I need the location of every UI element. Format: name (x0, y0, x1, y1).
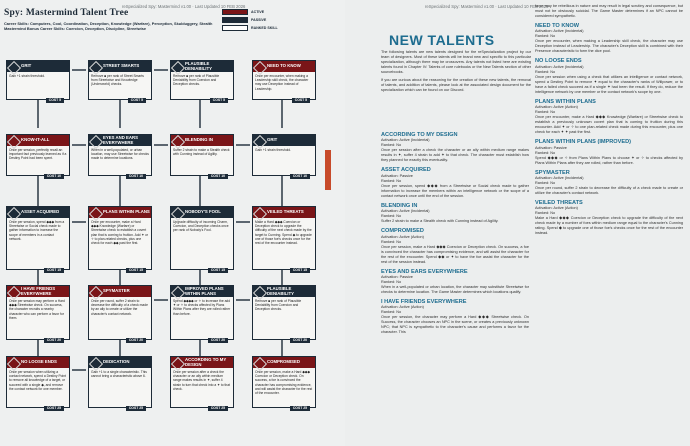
talent-card-text: Once per session, make a Hard ◆◆◆ Coercion or Deception check. On success, a foe is convinced the character has compromising evidence, and will assist the character for the rest of the encounter. (255, 370, 313, 396)
talent-name: BLENDING IN (381, 202, 418, 209)
talent-card (170, 356, 234, 411)
talent-name: PLANS WITHIN PLANS (IMPROVED) (535, 139, 632, 146)
talent-card (252, 356, 316, 411)
talent-card-text: Upgrade difficulty of incoming Charm, Coercion, and Deception checks once per rank of Nobody's Fool. (173, 220, 229, 233)
talent-card (252, 60, 316, 103)
talent-card-cost: COST 10 (290, 174, 310, 179)
talent-card-text: Gain +1 to a single characteristic. This cannot bring a characteristic above 6. (91, 370, 147, 379)
talent-card-header (89, 135, 151, 146)
intro-paragraph: The following talents are new talents designed for the reSpecialization project by our team of designers. Most of these talents will be brand new and specific to this particular specialization, although there may be crossovers. Any talents not listed here are existing talents found in Chapter IV: Talents of core rulebooks or the New Talents section of other sourcebooks. (381, 50, 531, 74)
talent-card-title: PLANS WITHIN PLANS (103, 209, 150, 215)
talent-activation: Activation: Active (Action) (381, 305, 424, 310)
talent-entry (381, 269, 529, 295)
talent-card-title: GRIT (267, 137, 278, 143)
talent-card-header (89, 286, 151, 297)
talent-card-title: NO LOOSE ENDS (21, 359, 57, 365)
talent-description: Once per encounter, make a Hard ◆◆◆ Knowledge (Warfare) or Streetwise check to establish a previously unknown covert plan that is coming to fruition during this encounter. Add ✦ or ✧ to one plan-related check made during this encounter, plus one check for each ✦ ✦ past the first. (535, 115, 683, 135)
talent-description: Suffer 2 strain to make a Stealth check with Cunning instead of Agility. (381, 219, 499, 224)
talent-card-title: DEDICATION (103, 359, 130, 365)
talent-card-header (253, 207, 315, 218)
career-skills-line: Career Skills: Computers, Cool, Coordination, Deception, Knowledge (Warfare), Perception, Skulduggery, Stealth (4, 21, 213, 26)
talent-card-header (7, 61, 69, 72)
talent-card-cost: COST 25 (44, 406, 64, 411)
talent-ranked: Ranked: No (535, 181, 556, 186)
talent-card-cost: COST 25 (290, 406, 310, 411)
talent-card-cost: COST 10 (44, 174, 64, 179)
talent-card-title: EYES AND EARS EVERYWHERE (103, 134, 138, 145)
talent-card-text: Remove ■ per rank of Plausible Deniability from Coercion and Deception checks. (173, 74, 220, 87)
talent-card-cost: COST 15 (290, 268, 310, 273)
talent-card (6, 134, 70, 179)
talent-card-text: Suffer 2 strain to make a Stealth check with Cunning instead of Agility. (173, 148, 230, 157)
talent-entry (381, 299, 529, 335)
talent-card (6, 60, 70, 103)
running-head: reSpecialized Spy: Mastermind v1.00 · Last Updated 10 FEB 2026 (425, 4, 549, 9)
talent-card-header (7, 357, 69, 368)
talent-card-header (253, 61, 315, 72)
talent-description: Spend ◆◆◆ or ✧ from Plans Within Plans to choose ✦ or ✧ to checks affected by Plans Within Plans after they are rolled, rather than before. (535, 155, 683, 165)
talent-name: EYES AND EARS EVERYWHERE (381, 268, 468, 275)
talent-ranked: Ranked: No (381, 310, 402, 315)
talent-ranked: Ranked: No (535, 34, 556, 39)
talent-ranked: Ranked: No (535, 69, 556, 74)
talent-card-header (171, 135, 233, 146)
talent-card-text: Once per session may perform a Hard ◆◆◆ Streetwise check. On success, the character recruits a nearby character who can perform a favor for them. (9, 299, 65, 320)
new-talents-page (345, 0, 690, 446)
section-heading: NEW TALENTS (389, 32, 495, 48)
talent-card-cost: COST 10 (208, 174, 228, 179)
talent-description: Once per session, make a Hard ◆◆◆ Coercion or Deception check. On success, a foe is convinced the character has compromising evidence, and will assist the character for the rest of the encounter. Spend ◆◆ or ✦ to have the foe assist the character for the rest of the session instead. (381, 244, 529, 264)
talent-card-cost: COST 5 (210, 98, 228, 103)
talent-card-title: PLAUSIBLE DENIABILITY (185, 60, 212, 71)
talent-card-header (171, 357, 233, 368)
talent-description: Once per session, spend ◆◆◆ from a Streetwise or Social check made to gather information to increase the members within an intelligence network or the scope of a contact network once until the end of the session. (381, 183, 529, 198)
talent-ranked: Ranked: No (535, 211, 556, 216)
talent-activation: Activation: Passive (535, 145, 567, 150)
talent-card-title: VEILED THREATS (267, 209, 304, 215)
talent-card-title: NOBODY'S FOOL (185, 209, 221, 215)
talent-card-text: Once per round, suffer 2 strain to decrease the difficulty of a check made by an ally to create or utilize the character's contact network. (91, 299, 148, 316)
talent-card-title: KNOW-IT-ALL (21, 137, 50, 143)
legend-label: PASSIVE (251, 18, 267, 22)
talent-description: Make a Hard ◆◆◆ Coercion or Deception check to upgrade the difficulty of the next check made by a number of foes within medium range equal to the character's Cunning rating. Spend ◆ to upgrade one of those foe's checks once for the rest of the encounter instead. (535, 216, 683, 236)
talent-card-title: IMPROVED PLANS WITHIN PLANS (185, 285, 224, 296)
talent-entry (381, 132, 529, 163)
talent-card-cost: COST 5 (128, 98, 146, 103)
talent-card-text: Spend ◆◆◆◆ or ✧ to increase the add ✦ or ✧ to checks affected by Plans Within Plans after they are rolled rather than before. (173, 299, 231, 316)
talent-card-text: Once per session, perfectly recall an important fact previously learned as if a Destiny Point had been spent. (9, 148, 67, 161)
talent-card (252, 134, 316, 179)
talent-activation: Activation: Passive (381, 173, 413, 178)
talent-ranked: Ranked: No (381, 143, 402, 148)
talent-card (170, 206, 234, 273)
talent-card-title: SPYMASTER (103, 288, 130, 294)
talent-activation: Activation: Active (Incidental) (535, 64, 584, 69)
talent-name: COMPROMISED (381, 228, 424, 235)
talent-card-text: Gain +1 strain threshold. (9, 74, 46, 78)
continued-text: favor may be rebellious in nature and may result in legal scrutiny and consequence, but must not be obviously suicidal. The Game Master determines if an NPC cannot be considered sympathetic. (535, 4, 683, 18)
talent-description: Once per round, suffer 2 strain to decrease the difficulty of a check made to create or utilize the character's contact network. (535, 186, 683, 196)
intro-paragraph: If you are curious about the reasoning for the creation of these new talents, the removal of talents, and addition of talents, please look at the associated design document for the specialization which can be found on our Discord. (381, 78, 531, 92)
talent-card-text: Once per session after a check the character or an ally within medium range makes results in ✦, suffer 4 strain to turn that check into a ✦ to that check. (173, 370, 231, 391)
talent-card-title: GRIT (21, 63, 32, 69)
talent-ranked: Ranked: No (381, 178, 402, 183)
talent-card-cost: COST 20 (44, 338, 64, 343)
talent-card-header (171, 207, 233, 218)
talent-description: Once per session after a check the character or an ally within medium range makes results in ✦, suffer 4 strain to add ✦ to that check. The character must establish how they planned for exactly this eventuality. (381, 148, 529, 163)
talent-card-cost: COST 20 (126, 338, 146, 343)
talent-card (170, 60, 234, 103)
talent-card (252, 206, 316, 273)
talent-card-text: Remove ■ per rank of Plausible Deniability from Coercion and Deception checks. (255, 299, 302, 312)
talent-entry (535, 99, 683, 135)
talent-card-text: Make a Hard ◆◆◆ Coercion or Deception check to upgrade the difficulty of the next check made by the target to Cunning. Spend ◆ to upgrade one of those foe's checks once for the rest of the encounter instead. (255, 220, 312, 246)
talent-activation: Activation: Active (Incidental) (381, 138, 430, 143)
talent-activation: Activation: Active (Action) (535, 206, 578, 211)
talent-card-cost: COST 25 (208, 406, 228, 411)
talent-card-title: ACCORDING TO MY DESIGN (185, 356, 227, 367)
talent-card-header (253, 135, 315, 146)
talent-card-text: When in a well-populated, or urban location, may use Streetwise for checks made to determine locations. (91, 148, 149, 161)
talent-entry (535, 170, 683, 196)
decorative-stripe (325, 150, 331, 190)
talent-card-cost: COST 5 (46, 98, 64, 103)
talent-card-title: I HAVE FRIENDS EVERYWHERE (21, 285, 56, 296)
talent-card (170, 285, 234, 343)
talent-name: VEILED THREATS (535, 200, 583, 207)
talent-card-header (7, 207, 69, 218)
talent-name: NO LOOSE ENDS (535, 58, 582, 65)
talent-card-cost: COST 15 (44, 268, 64, 273)
talent-card (170, 134, 234, 179)
talent-card (252, 285, 316, 343)
talent-card-cost: COST 15 (126, 268, 146, 273)
talent-activation: Activation: Active (Incidental) (535, 29, 584, 34)
talent-card (88, 356, 152, 411)
talent-entry (381, 203, 529, 224)
talent-card-header (253, 286, 315, 297)
talent-ranked: Ranked: No (381, 280, 402, 285)
talent-card-title: NEED TO KNOW (267, 63, 301, 69)
talent-card-header (7, 135, 69, 146)
talent-card-text: Once per encounter, make a Hard ◆◆◆ Knowledge (Warfare) or Streetwise check to establish a covert plan that is coming to fruition. Add ✦ or ✧ to plan-related checks, plus one check for each ◆◆ past the first. (91, 220, 149, 246)
talent-name: I HAVE FRIENDS EVERYWHERE (381, 299, 467, 306)
talent-card (88, 134, 152, 179)
talent-card-text: Remove ■ per rank of Street Smarts from Streetwise and Knowledge (Underworld) checks. (91, 74, 144, 87)
talent-card-header (253, 357, 315, 368)
talent-card-header (89, 357, 151, 368)
talent-card-cost: COST 20 (208, 338, 228, 343)
talent-name: SPYMASTER (535, 169, 570, 176)
legend-label: RANKED SKILL (251, 26, 278, 30)
running-head: reSpecialized Spy: Mastermind v1.00 · Last Updated 10 FEB 2026 (122, 4, 246, 9)
talent-card (88, 285, 152, 343)
talent-name: ASSET ACQUIRED (381, 167, 431, 174)
talent-card-cost: COST 25 (126, 406, 146, 411)
legend-label: ACTIVE (251, 10, 265, 14)
talent-description: Once per session when using a check that utilizes an intelligence or contact network, spend a Destiny Point to remove ✦ equal to the character's ranks of Willpower, or to have a failed check succeed as if a single ✦ had been the result. If they do, reduce the intelligence network by one member or the contact network's scope by one. (535, 74, 683, 94)
talent-card (6, 206, 70, 273)
talent-card-title: BLENDING IN (185, 137, 213, 143)
talent-entry (535, 58, 683, 94)
bonus-skills-line: Mastermind Bonus Career Skills: Coercion, Deception, Discipline, Streetwise (4, 26, 147, 32)
talent-card-text: Gain +1 strain threshold. (255, 148, 292, 152)
talent-card-cost: COST 10 (126, 174, 146, 179)
talent-ranked: Ranked: No (381, 214, 402, 219)
talent-entry (535, 139, 683, 165)
talent-column-1 (381, 128, 529, 335)
talent-card (6, 356, 70, 411)
talent-ranked: Ranked: No (535, 150, 556, 155)
talent-name: PLANS WITHIN PLANS (535, 98, 596, 105)
talent-card (88, 206, 152, 273)
talent-name: ACCORDING TO MY DESIGN (381, 132, 458, 138)
talent-card-header (89, 61, 151, 72)
talent-entry (381, 167, 529, 198)
talent-description: Once per encounter, when making a Leadership skill check, the character may use Deception instead of Leadership. The character's Deception skill is combined with their Presence characteristic to form the dice pool. (535, 39, 683, 54)
talent-ranked: Ranked: No (535, 110, 556, 115)
talent-entry (535, 200, 683, 236)
talent-description: Once per session, the character may perform a Hard ◆◆◆ Streetwise check. On Success, the character chooses an NPC in the scene, or creates a previously unknown NPC; that NPC is sympathetic to the character's cause and performs a favor for the character. This (381, 315, 529, 335)
talent-card-text: Once per session when utilizing a contact network, spend a Destiny Point to remove all knowledge of a target, or succeed with a single ◆, and remove the contact network for one member. (9, 370, 66, 391)
talent-card-header (7, 286, 69, 297)
talent-card-text: Once per encounter, when making a Leadership skill check, the character may use Deception instead of Leadership. (255, 74, 309, 91)
talent-column-2 (535, 4, 683, 236)
talent-card-header (171, 286, 233, 297)
talent-card-title: STREET SMARTS (103, 63, 140, 69)
talent-card-title: PLAUSIBLE DENIABILITY (267, 285, 294, 296)
talent-card-cost: COST 5 (292, 98, 310, 103)
talent-card-header (89, 207, 151, 218)
talent-activation: Activation: Active (Incidental) (535, 176, 584, 181)
talent-card-header (171, 61, 233, 72)
talent-card-title: COMPROMISED (267, 359, 300, 365)
talent-card (88, 60, 152, 103)
talent-entry (381, 228, 529, 264)
talent-card-title: ASSET ACQUIRED (21, 209, 60, 215)
talent-description: When in a well-populated or urban location, the character may substitute Streetwise for checks to determine location. The Game Master determines which locations qualify. (381, 285, 529, 295)
talent-card (6, 285, 70, 343)
talent-card-cost: COST 20 (290, 338, 310, 343)
talent-activation: Activation: Passive (381, 275, 413, 280)
talent-activation: Activation: Active (Incidental) (381, 209, 430, 214)
intro-text (381, 50, 531, 93)
talent-name: NEED TO KNOW (535, 23, 580, 29)
page-title: Spy: Mastermind Talent Tree (4, 8, 129, 18)
talent-ranked: Ranked: No (381, 239, 402, 244)
talent-card-text: Once per session, spend ◆◆◆ from a Streetwise or Social check made to gather information to increase the scope of members in a contact network. (9, 220, 65, 241)
talent-entry (535, 23, 683, 54)
talent-activation: Activation: Active (Action) (381, 234, 424, 239)
talent-activation: Activation: Active (Action) (535, 105, 578, 110)
talent-card-cost: COST 15 (208, 268, 228, 273)
